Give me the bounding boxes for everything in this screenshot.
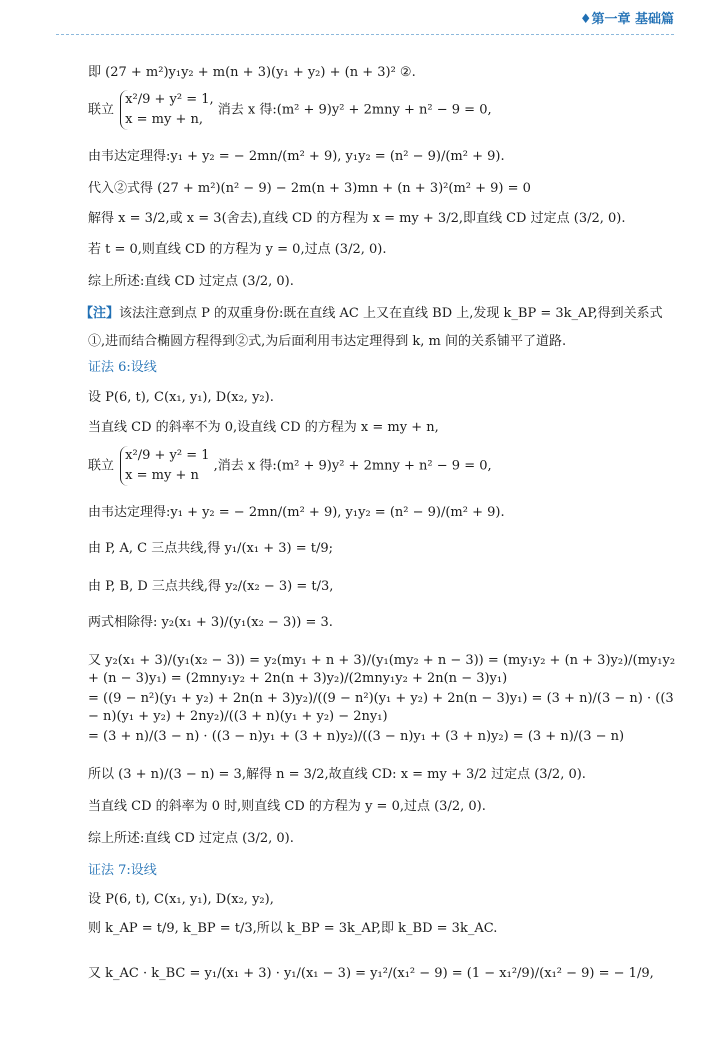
system-line <box>88 446 676 486</box>
system-line <box>88 90 676 130</box>
text-line: = ((9 − n²)(y₁ + y₂) + 2n(n + 3)y₂)/((9 − n²)(y₁ + y₂) + 2n(n − 3)y₁) = (3 + n)/(3 − n) · ((3 − n)(y₁ + y₂) + 2ny₂)/((3 + n)(y₁ + y₂) − 2ny₁) <box>88 691 674 724</box>
note-line <box>80 305 676 323</box>
header-divider <box>56 34 674 35</box>
system-rest: ,消去 x 得:(m² + 9)y² + 2mny + n² − 9 = 0, <box>213 458 492 474</box>
text-line: 设 P(6, t), C(x₁, y₁), D(x₂, y₂), <box>88 892 274 907</box>
equation-system <box>120 446 209 486</box>
text-line: 代入②式得 (27 + m²)(n² − 9) − 2m(n + 3)mn + (n + 3)²(m² + 9) = 0 <box>88 181 531 196</box>
system-eq1: x²/9 + y² = 1, <box>125 92 214 107</box>
text-line: 两式相除得: y₂(x₁ + 3)/(y₁(x₂ − 3)) = 3. <box>88 615 333 630</box>
method-7-title: 证法 7:设线 <box>88 863 157 878</box>
text-line: 当直线 CD 的斜率为 0 时,则直线 CD 的方程为 y = 0,过点 (3/2, 0). <box>88 799 486 814</box>
text-line: 由 P, A, C 三点共线,得 y₁/(x₁ + 3) = t/9; <box>88 541 333 556</box>
text-line: 所以 (3 + n)/(3 − n) = 3,解得 n = 3/2,故直线 CD: x = my + 3/2 过定点 (3/2, 0). <box>88 767 586 782</box>
text-line: 由韦达定理得:y₁ + y₂ = − 2mn/(m² + 9), y₁y₂ = (n² − 9)/(m² + 9). <box>88 505 505 520</box>
text-line: 若 t = 0,则直线 CD 的方程为 y = 0,过点 (3/2, 0). <box>88 242 387 257</box>
system-eq2: x = my + n <box>125 468 199 483</box>
note-tag: 【注】 <box>80 306 120 321</box>
note-text: 该法注意到点 P 的双重身份:既在直线 AC 上又在直线 BD 上,发现 k_BP = 3k_AP,得到关系式 <box>119 306 663 321</box>
system-prefix: 联立 <box>88 102 115 118</box>
text-line: 由韦达定理得:y₁ + y₂ = − 2mn/(m² + 9), y₁y₂ = (n² − 9)/(m² + 9). <box>88 149 505 164</box>
text-line: 又 y₂(x₁ + 3)/(y₁(x₂ − 3)) = y₂(my₁ + n + 3)/(y₁(my₂ + n − 3)) = (my₁y₂ + (n + 3)y₂)/(my₁y₂ + (n − 3)y₁) = (2mny₁y₂ + 2n(n + 3)y₂)/(2mny₁y₂ + 2n(n − 3)y₁) <box>88 653 676 686</box>
text-line: 综上所述:直线 CD 过定点 (3/2, 0). <box>88 831 294 846</box>
method-6-title: 证法 6:设线 <box>88 360 157 375</box>
text-line: 当直线 CD 的斜率不为 0,设直线 CD 的方程为 x = my + n, <box>88 420 439 435</box>
text-line: 综上所述:直线 CD 过定点 (3/2, 0). <box>88 274 294 289</box>
equation-system <box>120 90 213 130</box>
system-eq2: x = my + n, <box>125 112 203 127</box>
text-line: ①,进而结合椭圆方程得到②式,为后面利用韦达定理得到 k, m 间的关系铺平了道路. <box>88 334 567 349</box>
chapter-header: ♦第一章 基础篇 <box>579 12 674 27</box>
text-line: 即 (27 + m²)y₁y₂ + m(n + 3)(y₁ + y₂) + (n + 3)² ②. <box>88 65 416 80</box>
system-rest: 消去 x 得:(m² + 9)y² + 2mny + n² − 9 = 0, <box>217 102 492 118</box>
text-line: 解得 x = 3/2,或 x = 3(舍去),直线 CD 的方程为 x = my + 3/2,即直线 CD 过定点 (3/2, 0). <box>88 211 626 226</box>
text-line: 又 k_AC · k_BC = y₁/(x₁ + 3) · y₁/(x₁ − 3) = y₁²/(x₁² − 9) = (1 − x₁²/9)/(x₁² − 9) = − 1/9, <box>88 966 654 981</box>
text-line: = (3 + n)/(3 − n) · ((3 − n)y₁ + (3 + n)y₂)/((3 − n)y₁ + (3 + n)y₂) = (3 + n)/(3 − n) <box>88 729 625 744</box>
system-eq1: x²/9 + y² = 1 <box>125 448 210 463</box>
system-prefix: 联立 <box>88 458 115 474</box>
text-line: 由 P, B, D 三点共线,得 y₂/(x₂ − 3) = t/3, <box>88 579 334 594</box>
text-line: 则 k_AP = t/9, k_BP = t/3,所以 k_BP = 3k_AP,即 k_BD = 3k_AC. <box>88 921 498 936</box>
text-line: 设 P(6, t), C(x₁, y₁), D(x₂, y₂). <box>88 390 274 405</box>
